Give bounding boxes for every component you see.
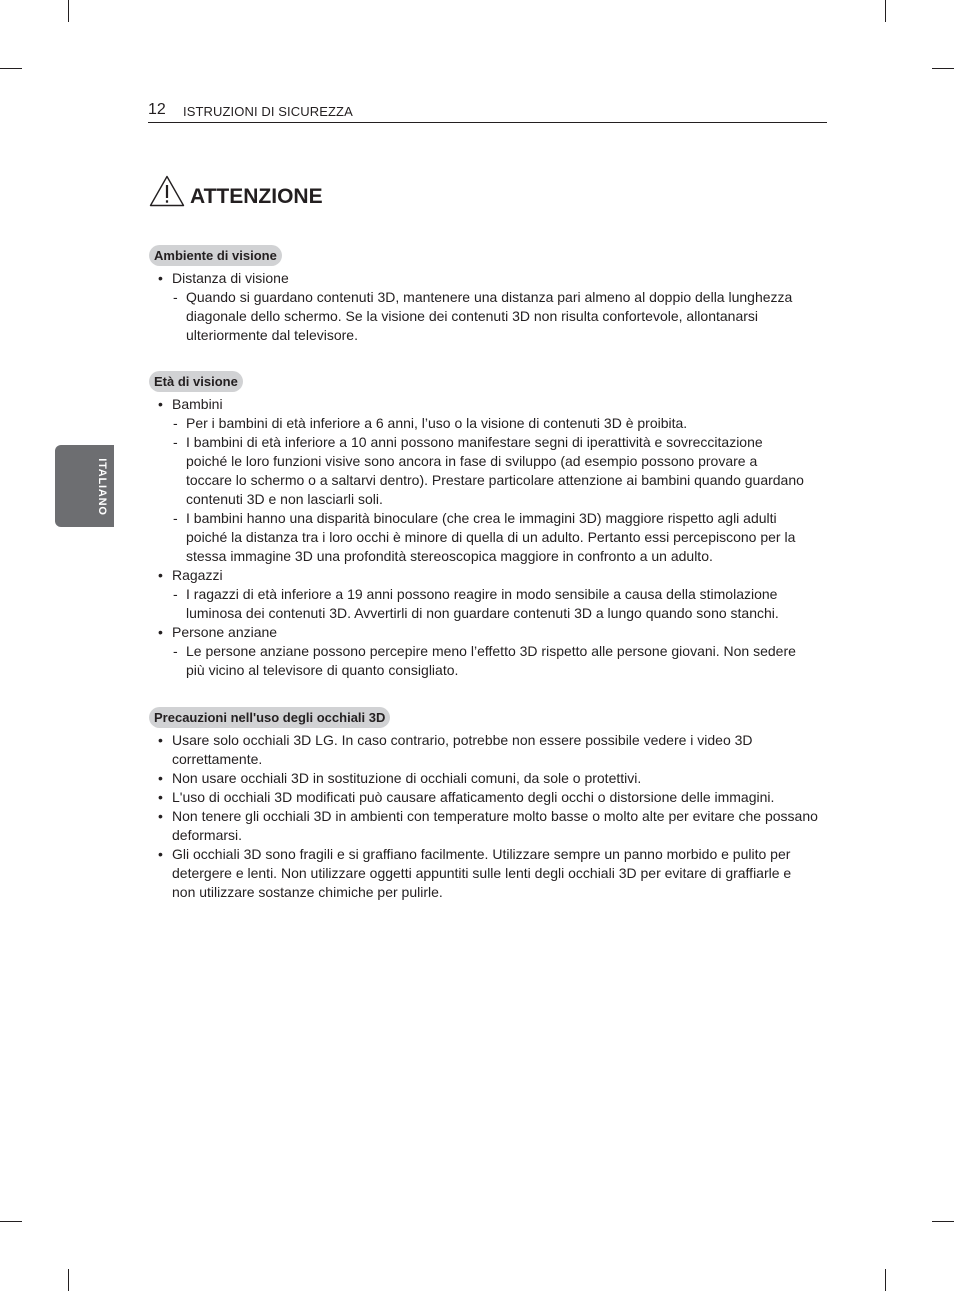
bullet-item-continuation: correttamente. <box>172 751 263 767</box>
bullet-item: • Bambini <box>158 396 223 412</box>
dash-item-continuation: poiché la distanza tra i loro occhi è minore di quella di un adulto. Pertanto essi percepiscono per la <box>186 529 796 545</box>
bullet-item: • Usare solo occhiali 3D LG. In caso contrario, potrebbe non essere possibile vedere i video 3D <box>158 732 753 748</box>
bullet-item: • Gli occhiali 3D sono fragili e si graffiano facilmente. Utilizzare sempre un panno morbido e pulito per <box>158 846 791 862</box>
dash-item-continuation: ulteriormente dal televisore. <box>186 327 358 343</box>
page-number: 12 <box>148 101 166 118</box>
crop-mark <box>68 1269 69 1291</box>
section-body-ambiente <box>155 269 835 345</box>
crop-mark <box>0 68 22 69</box>
section-body-eta <box>155 395 835 680</box>
dash-item-continuation: luminosa dei contenuti 3D. Avvertirli di non guardare contenuti 3D a lungo quando sono stanchi. <box>186 605 779 621</box>
bullet-item-continuation: deformarsi. <box>172 827 243 843</box>
bullet-item-continuation: detergere e lenti. Non utilizzare oggetti appuntiti sulle lenti degli occhiali 3D per evitare di graffiarle e <box>172 865 792 881</box>
dash-item: - I ragazzi di età inferiore a 19 anni possono reagire in modo sensibile a causa della stimolazione <box>173 586 778 602</box>
page-title: ATTENZIONE <box>190 185 323 208</box>
bullet-item-continuation: non utilizzare sostanze chimiche per pulirle. <box>172 884 443 900</box>
page-header <box>148 101 827 123</box>
dash-item: - Le persone anziane possono percepire meno l’effetto 3D rispetto alle persone giovani. Non sedere <box>173 643 796 659</box>
language-side-tab-label: ITALIANO <box>96 458 108 516</box>
dash-item-continuation: contenuti 3D e non lasciarli soli. <box>186 491 383 507</box>
warning-triangle-icon <box>149 175 185 207</box>
bullet-item: • L'uso di occhiali 3D modificati può causare affaticamento degli occhi o distorsione delle immagini. <box>158 789 775 805</box>
crop-mark <box>885 1269 886 1291</box>
crop-mark <box>885 0 886 22</box>
section-heading-occhiali: Precauzioni nell'uso degli occhiali 3D <box>149 707 390 728</box>
dash-item-continuation: più vicino al televisore di quanto consigliato. <box>186 662 459 678</box>
section-heading-eta: Età di visione <box>149 371 243 392</box>
dash-item: - I bambini hanno una disparità binoculare (che crea le immagini 3D) maggiore rispetto agli adulti <box>173 510 777 526</box>
section-body-occhiali <box>155 731 835 902</box>
crop-mark <box>68 0 69 22</box>
dash-item-continuation: diagonale dello schermo. Se la visione dei contenuti 3D non risulta confortevole, allontanarsi <box>186 308 759 324</box>
bullet-item: • Persone anziane <box>158 624 278 640</box>
crop-mark <box>0 1221 22 1222</box>
bullet-item: • Non tenere gli occhiali 3D in ambienti con temperature molto basse o molto alte per evitare che possano <box>158 808 818 824</box>
dash-item-continuation: stessa immagine 3D una profondità stereoscopica maggiore in confronto a un adulto. <box>186 548 713 564</box>
bullet-item: • Non usare occhiali 3D in sostituzione di occhiali comuni, da sole o protettivi. <box>158 770 642 786</box>
dash-item-continuation: toccare lo schermo o a saltarvi dentro). Prestare particolare attenzione ai bambini quando guardano <box>186 472 804 488</box>
section-heading-ambiente: Ambiente di visione <box>149 245 282 266</box>
dash-item: - Per i bambini di età inferiore a 6 anni, l’uso o la visione di contenuti 3D è proibita. <box>173 415 688 431</box>
bullet-item: • Ragazzi <box>158 567 223 583</box>
dash-item-continuation: poiché le loro funzioni visive sono ancora in fase di sviluppo (ad esempio possono provare a <box>186 453 758 469</box>
crop-mark <box>932 1221 954 1222</box>
crop-mark <box>932 68 954 69</box>
bullet-item: • Distanza di visione <box>158 270 289 286</box>
dash-item: - I bambini di età inferiore a 10 anni possono manifestare segni di iperattività e sovreccitazione <box>173 434 763 450</box>
dash-item: - Quando si guardano contenuti 3D, mantenere una distanza pari almeno al doppio della lunghezza <box>173 289 793 305</box>
running-section-title: ISTRUZIONI DI SICUREZZA <box>183 104 353 119</box>
